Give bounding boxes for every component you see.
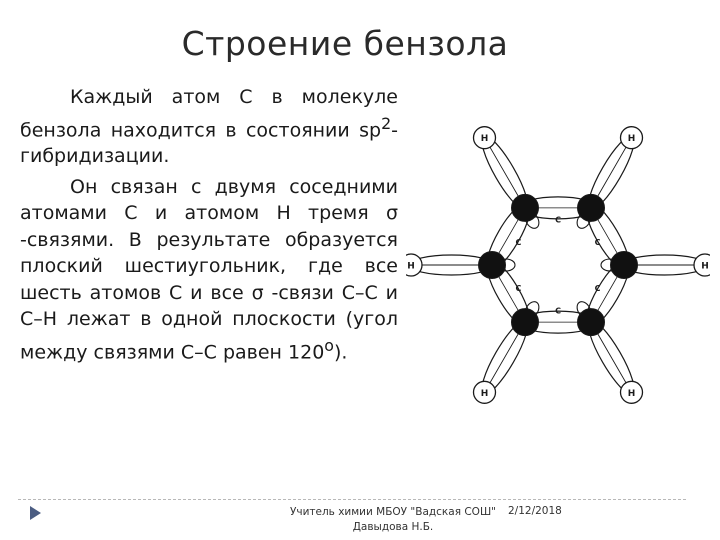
footer-date: 2/12/2018 xyxy=(508,505,562,517)
p-orbital-lobe xyxy=(512,309,539,336)
hydrogen-label: H xyxy=(627,388,636,399)
carbon-label: C xyxy=(515,283,522,293)
carbon-label: C xyxy=(555,215,561,225)
footer-arrow-icon xyxy=(30,506,41,520)
p-orbital-lobe xyxy=(479,252,506,279)
p-orbital-lobe xyxy=(611,252,638,279)
paragraph-bonds xyxy=(20,174,398,366)
paragraph-1-text: Каждый атом С в молекуле бензола находится в состоянии sp xyxy=(20,86,398,141)
footer-divider xyxy=(18,499,686,500)
footer-author-line2: Давыдова Н.Б. xyxy=(352,521,434,533)
carbon-label: C xyxy=(515,238,522,248)
p-orbital-lobe xyxy=(578,194,605,221)
hydrogen-label: H xyxy=(627,134,636,145)
slide-body xyxy=(20,84,398,368)
hydrogen-label: H xyxy=(407,261,415,272)
hydrogen-label: H xyxy=(480,388,489,399)
carbon-label: C xyxy=(594,238,601,248)
paragraph-2-text: Он связан с двумя соседними атомами С и атомом Н тремя σ -связями. В результате образуется плоский шестиугольник, где все шесть атомов С и все σ -связи С–С и С–Н лежат в одной плоскости (угол между связями С–С равен 120 xyxy=(20,175,398,364)
paragraph-hybridization xyxy=(20,84,398,170)
slide-title: Строение бензола xyxy=(181,24,509,63)
p-orbital-lobe xyxy=(512,194,539,221)
p-orbital-lobe xyxy=(578,309,605,336)
paragraph-1-superscript: 2 xyxy=(381,113,392,133)
footer-author-line1: Учитель химии МБОУ "Вадская СОШ" xyxy=(289,506,497,518)
paragraph-2-superscript: о xyxy=(324,335,334,355)
benzene-orbital-diagram xyxy=(406,100,710,418)
paragraph-1-tail: -гибридизации. xyxy=(20,118,398,168)
carbon-label: C xyxy=(594,283,601,293)
footer-author xyxy=(268,505,518,535)
hydrogen-label: H xyxy=(701,261,709,272)
hydrogen-label: H xyxy=(480,134,489,145)
carbon-label: C xyxy=(555,306,561,316)
paragraph-2-tail: ). xyxy=(333,341,348,364)
